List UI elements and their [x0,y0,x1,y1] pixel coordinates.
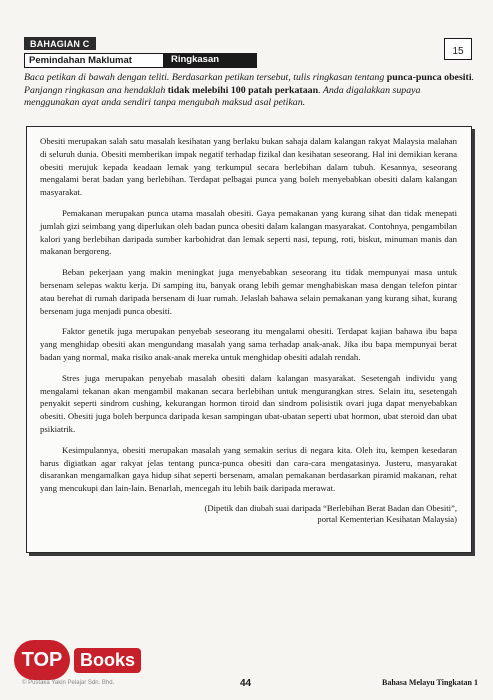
section-tag: BAHAGIAN C [24,37,96,50]
passage-box [26,126,472,553]
passage-paragraph-5: Stres juga merupakan penyebab masalah obesiti dalam kalangan masyarakat. Sesetengah individu yang mengalami tekanan akan mengambil makanan secara berlebihan untuk mengurangkan stres. Selain itu, sesetengah penyakit seperti sindrom cushing, kekurangan hormon tiroid dan sindrom polisistik ovari juga dapat menyebabkan obesiti. Obesiti juga boleh berpunca daripada kesan sampingan ubat-ubatan seperti ubat hormon, ubat steroid dan ubat psikiatrik. [40,372,457,434]
book-title: Bahasa Melayu Tingkatan 1 [382,678,478,687]
topbooks-logo [14,640,141,680]
source-line-2: portal Kementerian Kesihatan Malaysia) [317,514,457,525]
page-number: 44 [240,678,252,689]
section-header [24,34,264,68]
passage-paragraph-4: Faktor genetik juga merupakan penyebab seseorang itu mengalami obesiti. Terdapat kajian bahawa ibu bapa yang menghidap obesiti akan mengundang masalah yang sama terhadap anak-anak. Jika ibu bapa mempunyai berat badan yang normal, maka risiko anak-anak mereka untuk menghidap obesiti adalah rendah. [40,326,457,362]
instruction-part-3: . Anda digalakkan supaya menggunakan ayat anda sendiri tanpa mengubah maksud asal petikan. [24,84,421,108]
aspect-label: Pemindahan Maklumat [24,53,163,68]
passage-paragraph-3: Beban pekerjaan yang makin meningkat juga menyebabkan seseorang itu tidak mempunyai masa untuk bersenam selepas waktu kerja. Di samping itu, banyak orang lebih gemar menghabiskan masa dengan telefon pintar atau berehat di rumah daripada bersenam di luar rumah. Jelaslah bahawa selain pemakanan yang kurang sihat, kurang bersenam juga menjadi punca obesiti. [40,267,457,316]
passage-paragraph-6: Kesimpulannya, obesiti merupakan masalah yang semakin serius di negara kita. Oleh itu, kempen kesedaran harus digiatkan agar rakyat jelas tentang punca-punca obesiti dan cara-cara mengatasinya. Justeru, masyarakat disarankan mengamalkan gaya hidup sihat seperti bersenam, amalan pemakanan berdasarkan piramid makanan, rehat yang mencukupi dan lain-lain. Benarlah, mencegah itu lebih baik daripada merawat. [40,444,457,494]
passage-paragraph-2: Pemakanan merupakan punca utama masalah obesiti. Gaya pemakanan yang kurang sihat dan tidak menepati jumlah gizi seimbang yang diperlukan oleh badan punca obesiti dalam kalangan masyarakat. Contohnya, pengambilan kalori yang berlebihan daripada sumber karbohidrat dan lemak seperti nasi, tepung, roti, biskut, minuman manis dan makanan bergoreng. [40,207,457,257]
passage-source [40,503,457,526]
source-line-1: (Dipetik dan diubah suai daripada “Berlebihan Berat Badan dan Obesiti”, [204,502,457,513]
subtopic-label: Ringkasan [163,53,257,68]
logo-top: TOP [14,640,70,680]
instruction-bold-1: punca-punca obesiti [386,72,472,83]
instruction-part-2: . Panjangn ringkasan ana hendaklah [24,72,475,96]
instruction-bold-2: tidak melebihi 100 patah perkataan [167,84,319,96]
passage-paragraph-1: Obesiti merupakan salah satu masalah kesihatan yang berlaku bukan sahaja dalam kalangan rakyat Malaysia malahan di seluruh dunia. Obesiti memberikan impak negatif terhadap fizikal dan kesihatan seseorang. Hal ini demikian kerana obesiti merujuk kepada keadaan lemak yang terkumpul secara berlebihan dalam tubuh. Kesannya, seseorang mengalami berat badan yang berlebihan. Terdapat pelbagai punca yang boleh menyebabkan obesiti dalam kalangan masyarakat. [40,136,457,198]
instruction-text [24,72,476,110]
header-row [24,53,264,68]
instruction-part-1: Baca petikan di bawah dengan teliti. Berdasarkan petikan tersebut, tulis ringkasan tentang [24,72,387,83]
logo-books: Books [74,648,141,673]
page-box-number: 15 [444,38,472,60]
publisher-credit: © Pustaka Yakin Pelajar Sdn. Bhd. [22,680,115,686]
